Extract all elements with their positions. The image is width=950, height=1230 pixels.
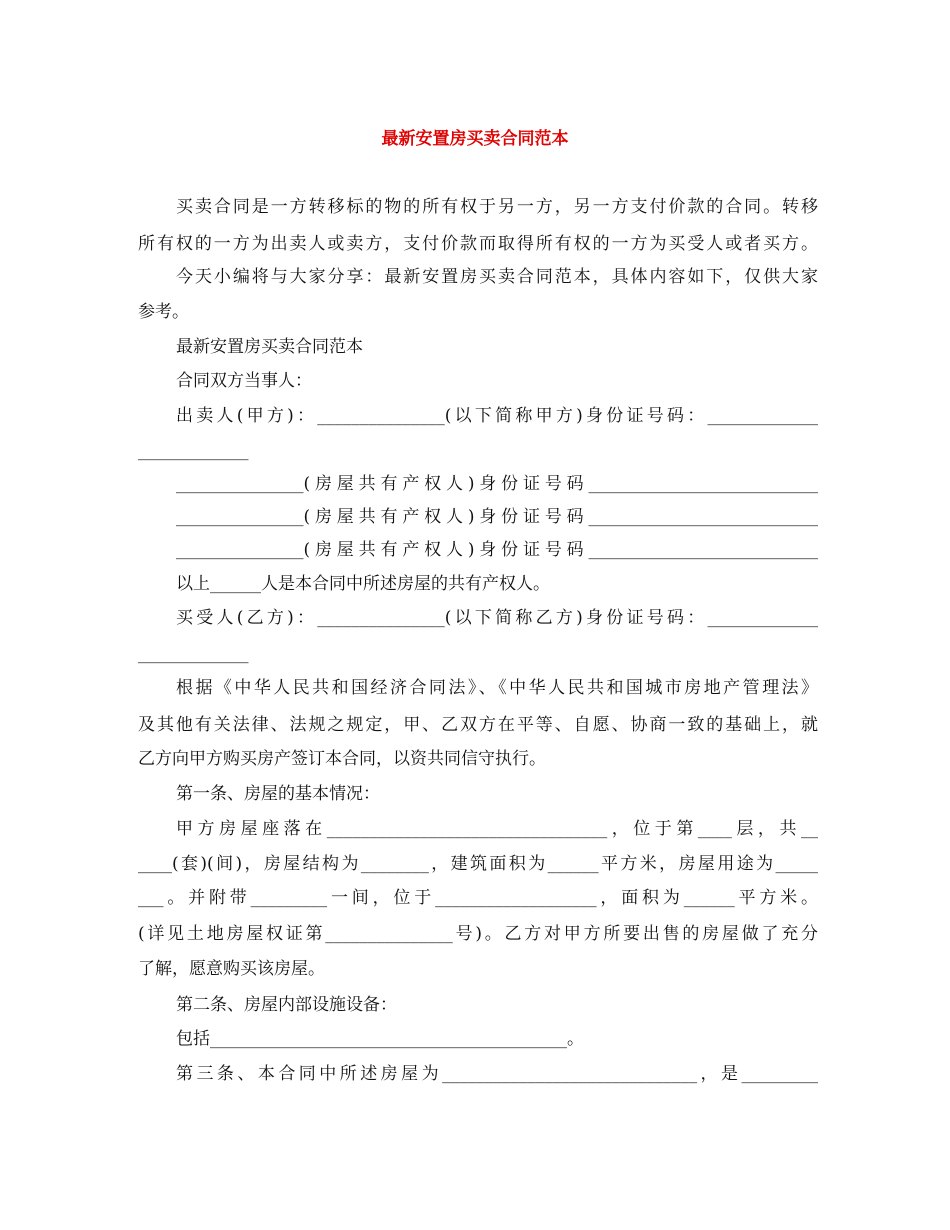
paragraph-line: 最新安置房买卖合同范本 [176, 337, 363, 357]
form-line: _____________ [138, 644, 249, 664]
form-line: ___。并附带_________一间，位于___________________，面积为______平方米。 [138, 888, 818, 908]
paragraph-line: 合同双方当事人： [176, 371, 312, 391]
paragraph-line: 参考。 [138, 302, 189, 322]
paragraph-line: 根据《中华人民共和国经济合同法》、《中华人民共和国城市房地产管理法》 [176, 678, 818, 698]
paragraph-line: 了解，愿意购买该房屋。 [138, 959, 325, 979]
paragraph-line: 乙方向甲方购买房产签订本合同，以资共同信守执行。 [138, 749, 546, 769]
form-line: 包括__________________________________________。 [176, 1029, 584, 1049]
section-heading: 第一条、房屋的基本情况： [176, 784, 380, 804]
form-line: ____(套)(间)，房屋结构为________，建筑面积为______平方米，房屋用途为_____ [138, 854, 818, 874]
paragraph-line: 买卖合同是一方转移标的物的所有权于另一方，另一方支付价款的合同。转移 [176, 197, 818, 217]
paragraph-line: 所有权的一方为出卖人或卖方，支付价款而取得所有权的一方为买受人或者买方。 [138, 234, 818, 254]
paragraph-line: 今天小编将与大家分享：最新安置房买卖合同范本，具体内容如下，仅供大家 [176, 267, 818, 287]
document-title: 最新安置房买卖合同范本 [381, 129, 569, 149]
section-heading: 第二条、房屋内部设施设备： [176, 995, 397, 1015]
form-line: 甲方房屋座落在_________________________________，位于第____层，共__ [176, 819, 818, 839]
form-line: _______________(房屋共有产权人)身份证号码___________________________ [176, 507, 818, 527]
form-line: 以上______人是本合同中所述房屋的共有产权人。 [176, 574, 550, 594]
form-line: (详见土地房屋权证第_______________号)。乙方对甲方所要出售的房屋做了充分 [138, 924, 818, 944]
form-line: 第三条、本合同中所述房屋为______________________________，是_________ [176, 1064, 818, 1084]
form-line: _____________ [138, 441, 249, 461]
form-line: 买受人(乙方)：_______________(以下简称乙方)身份证号码：_____________ [176, 608, 818, 628]
form-line: 出卖人(甲方)：_______________(以下简称甲方)身份证号码：_____________ [176, 406, 818, 426]
paragraph-line: 及其他有关法律、法规之规定，甲、乙双方在平等、自愿、协商一致的基础上，就 [138, 715, 818, 735]
form-line: _______________(房屋共有产权人)身份证号码___________________________ [176, 540, 818, 560]
form-line: _______________(房屋共有产权人)身份证号码___________________________ [176, 474, 818, 494]
